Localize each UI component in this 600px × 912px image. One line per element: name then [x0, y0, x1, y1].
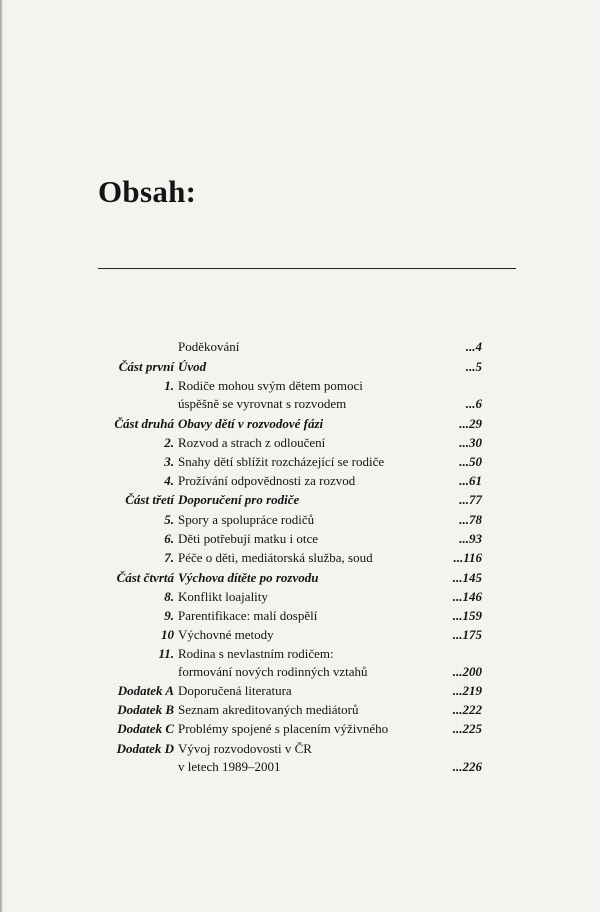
toc-page: ...29 [459, 416, 482, 431]
toc-page: ...6 [465, 396, 482, 411]
toc-label: 10 [161, 627, 174, 642]
toc-page: ...77 [459, 492, 482, 507]
toc-page: ...222 [452, 702, 482, 717]
toc-text: Doporučená literatura [178, 683, 292, 698]
toc-part-title: Doporučení pro rodiče [178, 492, 300, 507]
toc-page: ...5 [465, 359, 482, 374]
toc-label: Dodatek C [117, 721, 174, 736]
toc-text: Výchovné metody [178, 627, 274, 642]
toc-page: ...145 [452, 570, 482, 585]
toc-text-line2: úspěšně se vyrovnat s rozvodem [178, 396, 347, 411]
toc-text [178, 740, 312, 776]
toc-label: 3. [164, 454, 174, 469]
toc-page: ...159 [452, 608, 482, 623]
toc-page: ...116 [453, 550, 482, 565]
toc-text [178, 377, 363, 413]
toc-page: ...175 [452, 627, 482, 642]
toc-page: ...78 [459, 512, 482, 527]
toc-text: Prožívání odpovědnosti za rozvod [178, 473, 356, 488]
toc-page: ...4 [465, 339, 482, 354]
toc-text: Problémy spojené s placením výživného [178, 721, 389, 736]
toc-page: ...219 [452, 683, 482, 698]
toc-label: 2. [164, 435, 174, 450]
toc-label: 5. [164, 512, 174, 527]
toc-page: ...61 [459, 473, 482, 488]
toc-part-label: Část první [118, 359, 174, 374]
toc-label: 7. [164, 550, 174, 565]
toc-label: 11. [158, 646, 174, 661]
toc-text: Děti potřebují matku i otce [178, 531, 319, 546]
toc-text-line2: formování nových rodinných vztahů [178, 664, 368, 679]
toc-label: Dodatek A [117, 683, 174, 698]
toc-part-title: Úvod [178, 359, 207, 374]
toc-page: ...93 [459, 531, 482, 546]
toc-part-title: Výchova dítěte po rozvodu [178, 570, 319, 585]
toc-label: Dodatek D [116, 741, 174, 756]
toc-label: 1. [164, 378, 174, 393]
toc-text-line1: Rodina s nevlastním rodičem: [178, 646, 334, 661]
toc-text: Poděkování [178, 339, 240, 354]
toc-text: Seznam akreditovaných mediátorů [178, 702, 359, 717]
toc-part-title: Obavy dětí v rozvodové fázi [178, 416, 324, 431]
toc-page: ...200 [452, 664, 482, 679]
toc-text-line1: Vývoj rozvodovosti v ČR [178, 741, 312, 756]
toc-page: ...225 [452, 721, 482, 736]
toc-text-line1: Rodiče mohou svým dětem pomoci [178, 378, 363, 393]
toc-text [178, 645, 368, 681]
toc-page: ...50 [459, 454, 482, 469]
page-title: Obsah: [98, 174, 197, 209]
toc-part-label: Část třetí [125, 492, 174, 507]
toc-text: Spory a spolupráce rodičů [178, 512, 315, 527]
toc-text: Parentifikace: malí dospělí [178, 608, 318, 623]
toc-page: ...30 [459, 435, 482, 450]
toc-part-label: Část druhá [114, 416, 174, 431]
toc-label: 4. [164, 473, 174, 488]
toc-label: 9. [164, 608, 174, 623]
toc-label: 6. [164, 531, 174, 546]
toc-label: Dodatek B [117, 702, 174, 717]
toc-text: Snahy dětí sblížit rozcházející se rodiče [178, 454, 385, 469]
toc-text: Rozvod a strach z odloučení [178, 435, 326, 450]
toc-text-line2: v letech 1989–2001 [178, 759, 281, 774]
toc-text: Konflikt loajality [178, 589, 268, 604]
toc-page: ...146 [452, 589, 482, 604]
toc-part-label: Část čtvrtá [116, 570, 174, 585]
toc-text: Péče o děti, mediátorská služba, soud [178, 550, 373, 565]
toc-page: ...226 [452, 759, 482, 774]
toc-label: 8. [164, 589, 174, 604]
